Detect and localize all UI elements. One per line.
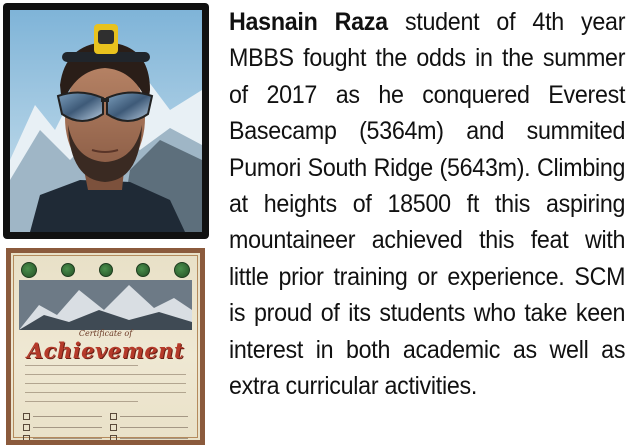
- checkbox-icon: [23, 424, 30, 431]
- checklist-item: [110, 435, 189, 442]
- checkbox-icon: [23, 435, 30, 442]
- checklist-item: [23, 435, 102, 442]
- checklist-item: [110, 413, 189, 420]
- climber-photo: [3, 3, 209, 239]
- checkbox-icon: [110, 435, 117, 442]
- certificate-heading: Achievement: [26, 338, 185, 363]
- certificate-heading-small: Certificate of: [78, 329, 133, 338]
- student-name: Hasnain Raza: [229, 8, 388, 36]
- emblem-icon: [21, 262, 37, 278]
- climber-portrait-image: [10, 10, 202, 232]
- checkbox-icon: [23, 413, 30, 420]
- emblem-icon: [174, 262, 190, 278]
- certificate-line: [25, 383, 186, 384]
- checklist-item: [23, 413, 102, 420]
- emblem-icon: [136, 263, 150, 277]
- certificate-of-achievement: [6, 248, 205, 445]
- certificate-checklist: [23, 413, 188, 442]
- checkbox-icon: [110, 413, 117, 420]
- certificate-line: [25, 374, 186, 375]
- certificate-text-lines: [25, 365, 186, 410]
- article-body: student of 4th year MBBS fought the odds in the summer of 2017 as he conquered Everest Basecamp (5364m) and summited Pumori South Ridge (5643m). Climbing at heights of 18500 ft this aspiring mountaineer achieved this feat with little prior training or experience. SCM is proud of its students who take keen interest in both academic as well as extra curricular activities.: [229, 8, 626, 401]
- certificate-line: [25, 401, 138, 402]
- certificate-line: [25, 365, 138, 366]
- checkbox-icon: [110, 424, 117, 431]
- emblem-icon: [61, 263, 75, 277]
- certificate-logos: [11, 262, 200, 278]
- article-paragraph: [229, 4, 625, 404]
- certificate-line: [25, 392, 186, 393]
- emblem-icon: [99, 263, 113, 277]
- checklist-item: [23, 424, 102, 431]
- certificate-mountain-image: [19, 280, 192, 330]
- checklist-item: [110, 424, 189, 431]
